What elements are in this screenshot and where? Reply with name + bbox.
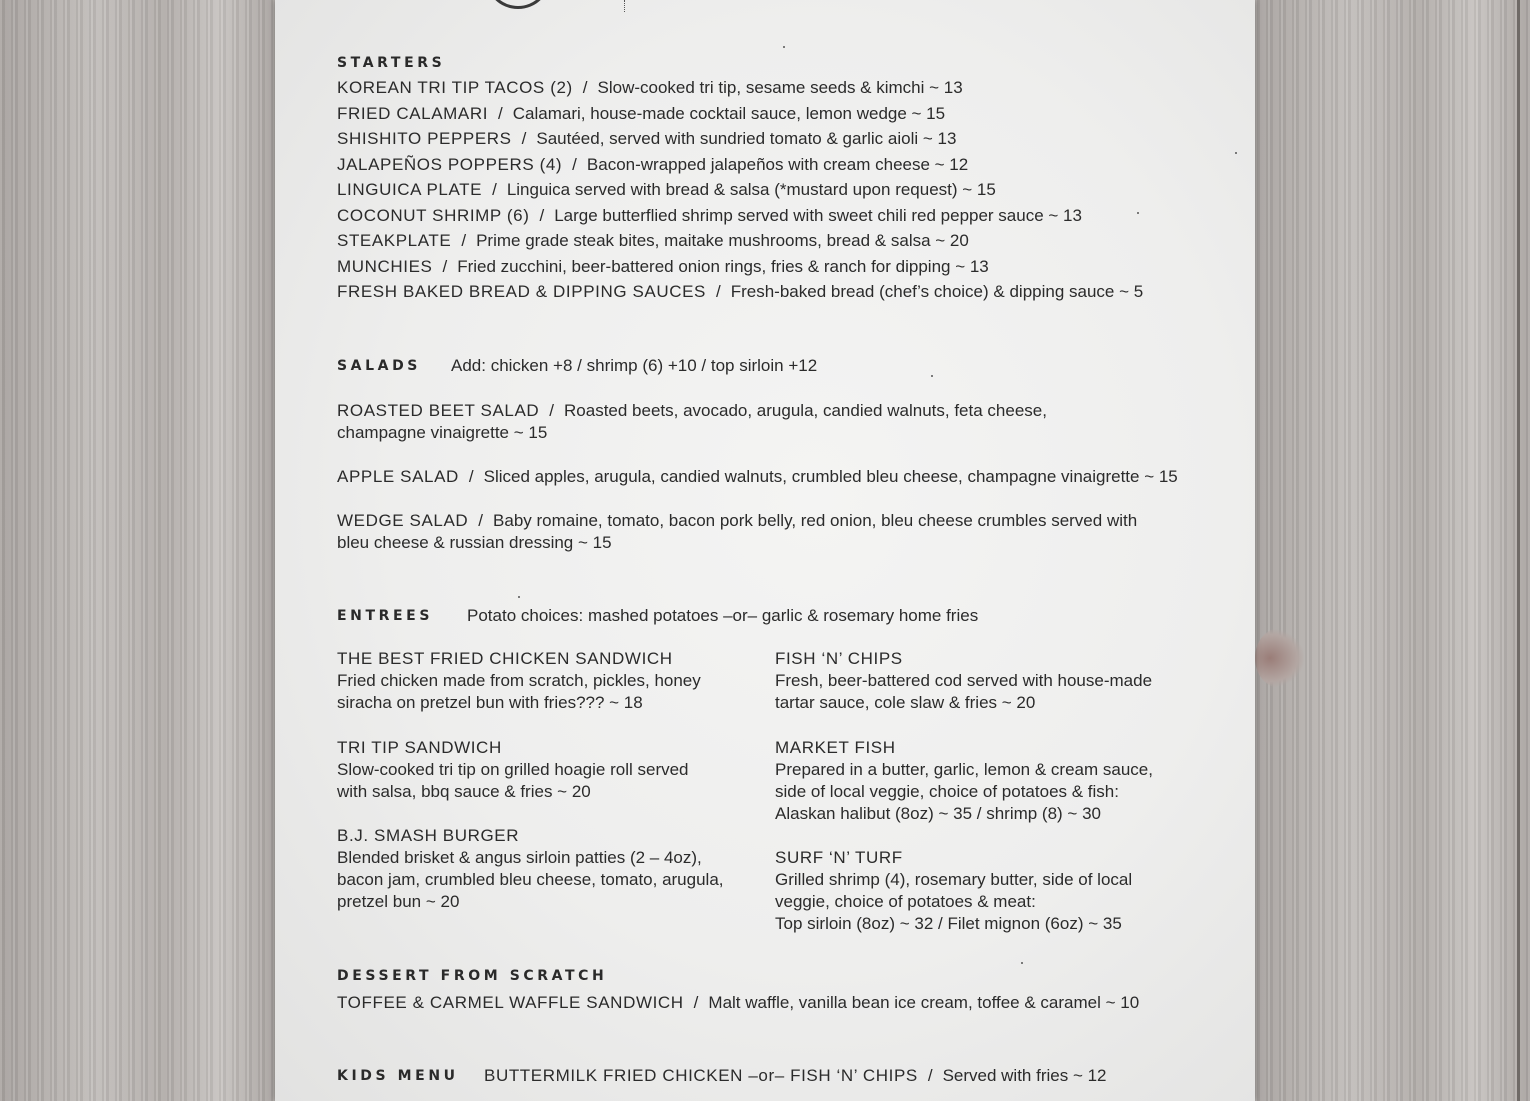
- item-description-cont: bleu cheese & russian dressing ~ 15: [337, 533, 612, 552]
- separator: /: [492, 180, 497, 199]
- item-name: TRI TIP SANDWICH: [337, 738, 502, 757]
- item-description: Prime grade steak bites, maitake mushrooms, bread & salsa ~ 20: [476, 231, 969, 250]
- starters-heading: STARTERS: [337, 55, 446, 71]
- item-description: Calamari, house-made cocktail sauce, lemon wedge ~ 15: [512, 104, 946, 123]
- paper-speck: [931, 375, 933, 377]
- menu-item: [337, 257, 989, 277]
- separator: /: [442, 257, 448, 276]
- menu-page: [275, 0, 1255, 1101]
- menu-item: [337, 155, 968, 175]
- separator: /: [715, 282, 721, 301]
- item-description: Served with fries ~ 12: [942, 1066, 1107, 1085]
- separator: /: [572, 155, 577, 174]
- kids-heading: KIDS MENU: [337, 1068, 459, 1084]
- item-description: Sliced apples, arugula, candied walnuts, crumbled bleu cheese, champagne vinaigrette ~ 15: [483, 467, 1178, 486]
- paper-speck: [518, 596, 520, 598]
- menu-item: [337, 180, 996, 200]
- separator: /: [521, 129, 527, 148]
- item-description: veggie, choice of potatoes & meat:: [775, 892, 1036, 911]
- item-description: Malt waffle, vanilla bean ice cream, toffee & caramel ~ 10: [708, 993, 1140, 1012]
- menu-item: [337, 129, 956, 149]
- item-description: Alaskan halibut (8oz) ~ 35 / shrimp (8) ~ 30: [775, 804, 1101, 823]
- entree-item: [337, 825, 724, 913]
- item-description: Grilled shrimp (4), rosemary butter, side of local: [775, 870, 1133, 889]
- item-name: SHISHITO PEPPERS: [337, 129, 512, 148]
- separator: /: [498, 104, 503, 123]
- separator: /: [461, 231, 467, 250]
- paper-speck: [783, 46, 785, 48]
- entree-item: [775, 648, 1152, 714]
- item-name: SURF ‘N’ TURF: [775, 848, 903, 867]
- item-description: Top sirloin (8oz) ~ 32 / Filet mignon (6oz) ~ 35: [775, 914, 1122, 933]
- item-name: ROASTED BEET SALAD: [337, 401, 540, 420]
- logo-fragment: [485, 0, 551, 9]
- paper-speck: [1137, 212, 1139, 214]
- menu-item: [337, 78, 963, 98]
- item-description: Roasted beets, avocado, arugula, candied walnuts, feta cheese,: [564, 401, 1047, 420]
- item-description: Slow-cooked tri tip, sesame seeds & kimchi ~ 13: [597, 78, 963, 97]
- item-name: JALAPEÑOS POPPERS (4): [337, 155, 563, 174]
- item-description: Linguica served with bread & salsa (*mustard upon request) ~ 15: [506, 180, 996, 199]
- wood-knot: [1255, 628, 1305, 688]
- item-description: Prepared in a butter, garlic, lemon & cream sauce,: [775, 760, 1153, 779]
- item-description: Fresh, beer-battered cod served with house-made: [775, 671, 1153, 690]
- item-description: Fried chicken made from scratch, pickles, honey: [337, 671, 701, 690]
- item-name: FRIED CALAMARI: [337, 104, 489, 123]
- item-description: Blended brisket & angus sirloin patties (2 – 4oz),: [337, 848, 702, 867]
- item-description: side of local veggie, choice of potatoes & fish:: [775, 782, 1119, 801]
- item-name: COCONUT SHRIMP (6): [337, 206, 530, 225]
- item-name: LINGUICA PLATE: [337, 180, 483, 199]
- paper-speck: [1235, 152, 1237, 154]
- item-name: THE BEST FRIED CHICKEN SANDWICH: [337, 649, 673, 668]
- menu-item: [337, 993, 1139, 1013]
- item-description: Fried zucchini, beer-battered onion rings, fries & ranch for dipping ~ 13: [457, 257, 989, 276]
- wood-seam: [1517, 0, 1520, 1101]
- menu-item: [337, 466, 1178, 488]
- menu-item: [484, 1066, 1107, 1086]
- menu-item: [337, 510, 1137, 554]
- item-name: WEDGE SALAD: [337, 511, 469, 530]
- dessert-heading: DESSERT FROM SCRATCH: [337, 968, 608, 984]
- item-name: B.J. SMASH BURGER: [337, 826, 520, 845]
- item-name: KOREAN TRI TIP TACOS (2): [337, 78, 573, 97]
- item-description: bacon jam, crumbled bleu cheese, tomato, arugula,: [337, 870, 724, 889]
- separator: /: [478, 511, 484, 530]
- separator: /: [539, 206, 545, 225]
- logo-divider: [624, 0, 625, 12]
- item-description: Large butterflied shrimp served with sweet chili red pepper sauce ~ 13: [554, 206, 1082, 225]
- item-description: tartar sauce, cole slaw & fries ~ 20: [775, 693, 1036, 712]
- menu-item: [337, 282, 1143, 302]
- separator: /: [693, 993, 699, 1012]
- separator: /: [549, 401, 555, 420]
- entree-item: [775, 737, 1153, 825]
- paper-speck: [1021, 962, 1023, 964]
- menu-item: [337, 400, 1047, 444]
- separator: /: [927, 1066, 933, 1085]
- separator: /: [582, 78, 588, 97]
- item-description: Baby romaine, tomato, bacon pork belly, red onion, bleu cheese crumbles served with: [493, 511, 1138, 530]
- item-name: TOFFEE & CARMEL WAFFLE SANDWICH: [337, 993, 684, 1012]
- item-name: BUTTERMILK FRIED CHICKEN –or– FISH ‘N’ CHIPS: [484, 1066, 918, 1085]
- entree-item: [337, 737, 689, 803]
- menu-item: [337, 104, 945, 124]
- menu-item: [337, 231, 969, 251]
- menu-item: [337, 206, 1082, 226]
- wood-background-right: [1255, 0, 1530, 1101]
- entree-item: [775, 847, 1132, 935]
- wood-background-left: [0, 0, 275, 1101]
- salads-addons-note: Add: chicken +8 / shrimp (6) +10 / top sirloin +12: [451, 356, 818, 375]
- item-name: STEAKPLATE: [337, 231, 452, 250]
- item-description: Slow-cooked tri tip on grilled hoagie roll served: [337, 760, 689, 779]
- item-description: pretzel bun ~ 20: [337, 892, 460, 911]
- entrees-potato-note: Potato choices: mashed potatoes –or– garlic & rosemary home fries: [467, 606, 979, 625]
- item-description: siracha on pretzel bun with fries??? ~ 18: [337, 693, 643, 712]
- item-name: MARKET FISH: [775, 738, 896, 757]
- item-description: Bacon-wrapped jalapeños with cream cheese ~ 12: [586, 155, 969, 174]
- item-name: FRESH BAKED BREAD & DIPPING SAUCES: [337, 282, 706, 301]
- item-name: APPLE SALAD: [337, 467, 459, 486]
- entrees-heading: ENTREES: [337, 608, 434, 624]
- separator: /: [468, 467, 474, 486]
- entree-item: [337, 648, 701, 714]
- item-description-cont: champagne vinaigrette ~ 15: [337, 423, 548, 442]
- item-name: MUNCHIES: [337, 257, 433, 276]
- item-description: Fresh-baked bread (chef’s choice) & dipping sauce ~ 5: [730, 282, 1144, 301]
- item-description: Sautéed, served with sundried tomato & garlic aioli ~ 13: [536, 129, 957, 148]
- salads-heading: SALADS: [337, 358, 421, 374]
- item-description: with salsa, bbq sauce & fries ~ 20: [337, 782, 591, 801]
- item-name: FISH ‘N’ CHIPS: [775, 649, 903, 668]
